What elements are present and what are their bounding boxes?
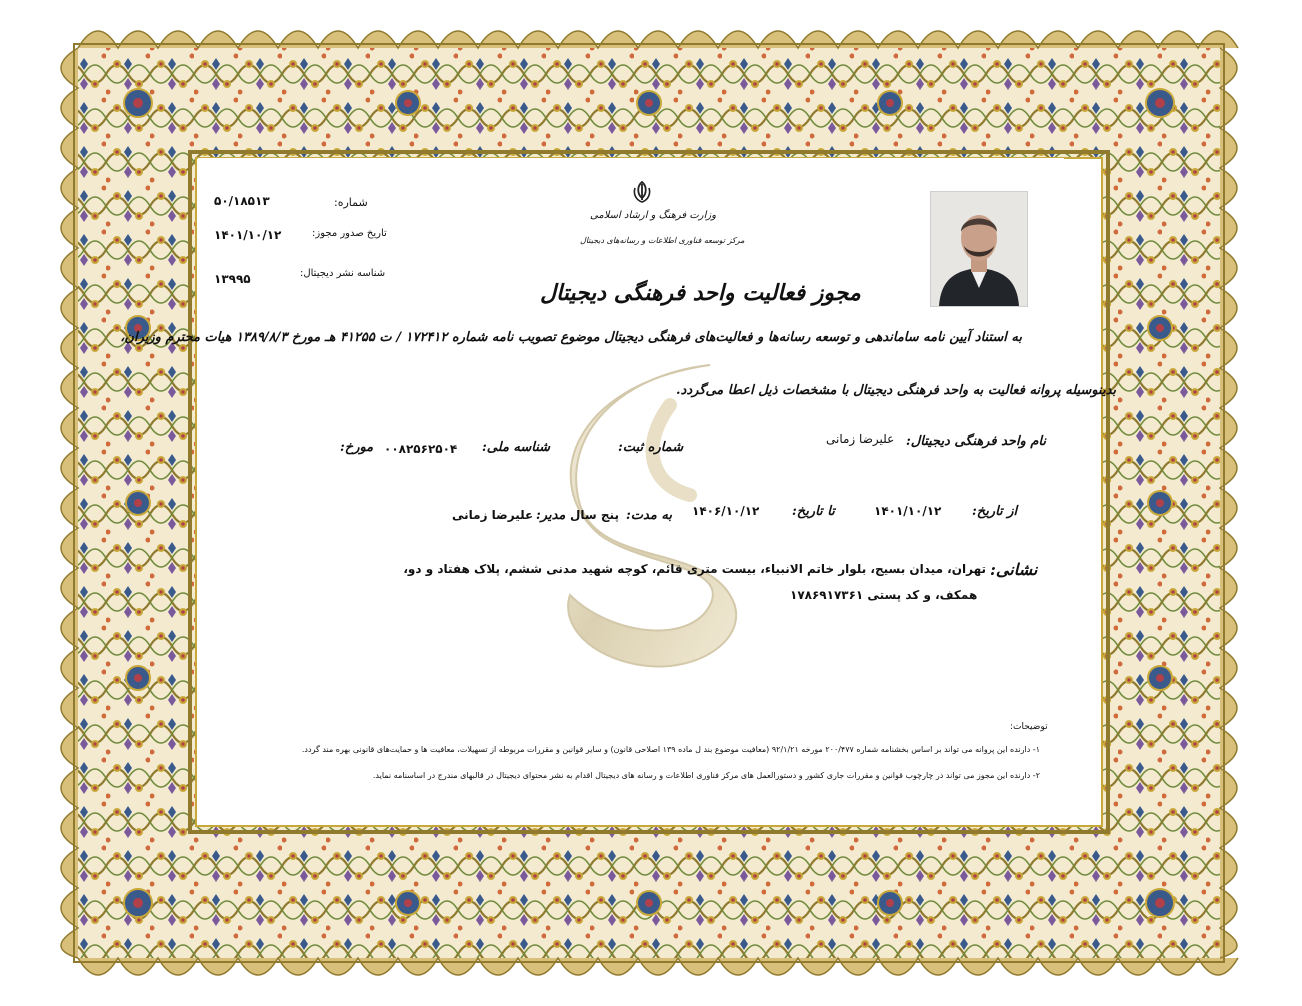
- certificate-title: مجوز فعالیت واحد فرهنگی دیجیتال: [540, 280, 861, 306]
- manager-value: علیرضا زمانی: [452, 508, 534, 522]
- from-date-value: ۱۴۰۱/۱۰/۱۲: [874, 504, 942, 518]
- from-date-label: از تاریخ:: [972, 504, 1018, 519]
- issue-date-label: تاریخ صدور مجوز:: [312, 228, 387, 239]
- to-date-label: تا تاریخ:: [792, 504, 835, 519]
- address-line1: تهران، میدان بسیج، بلوار خاتم الانبیاء، بیست متری قائم، کوچه شهید مدنی ششم، پلاک هفتاد و دو،: [403, 562, 986, 576]
- national-id-value: ۰۰۸۲۵۶۲۵۰۴: [384, 442, 458, 456]
- emblem-icon: [631, 180, 653, 204]
- number-value: ۵۰/۱۸۵۱۳: [214, 194, 270, 208]
- reg-number-label: شماره ثبت:: [618, 440, 684, 455]
- preamble-line1: به استناد آیین نامه ساماندهی و توسعه رسانه‌ها و فعالیت‌های فرهنگی دیجیتال موضوع تصویب نامه شماره ۱۷۲۴۱۲ / ت ۴۱۲۵۵ هـ مورخ ۱۳۸۹/۸/۳ هیات محترم وزیران،: [120, 330, 1022, 345]
- preamble-line2: بدینوسیله پروانه فعالیت به واحد فرهنگی دیجیتال با مشخصات ذیل اعطا می‌گردد.: [676, 383, 1117, 398]
- national-id-label: شناسه ملی:: [482, 440, 551, 455]
- unit-name-label: نام واحد فرهنگی دیجیتال:: [906, 434, 1046, 449]
- duration-label: به مدت:: [626, 508, 672, 523]
- digital-id-label: شناسه نشر دیجیتال:: [300, 268, 386, 279]
- to-date-value: ۱۴۰۶/۱۰/۱۲: [692, 504, 760, 518]
- duration-value: پنج سال: [570, 508, 619, 522]
- address-line2: همکف، و کد پستی ۱۷۸۶۹۱۷۳۶۱: [790, 588, 978, 602]
- note-1: ۱- دارنده این پروانه می تواند بر اساس بخشنامه شماره ۲۰۰/۴۷۷ مورخه ۹۲/۱/۲۱ (معافیت موضوع بند ل ماده ۱۳۹ اصلاحی قانون) و سایر قوانین و مقررات مربوطه از تسهیلات، معافیت ها و حمایت‌های قانونی بهره مند گردد.: [301, 745, 1040, 754]
- notes-heading: توضیحات:: [1010, 722, 1048, 732]
- address-label: نشانی:: [990, 560, 1038, 579]
- ministry-line1: وزارت فرهنگ و ارشاد اسلامی: [590, 210, 717, 221]
- manager-label: مدیر:: [536, 508, 566, 523]
- note-2: ۲- دارنده این مجوز می تواند در چارچوب قوانین و مقررات جاری کشور و دستورالعمل های مرکز فناوری اطلاعات و رسانه های دیجیتال اقدام به نشر محتوای دیجیتال در قالبهای مندرج در اساسنامه نماید.: [372, 771, 1040, 780]
- issue-date-value: ۱۴۰۱/۱۰/۱۲: [214, 228, 282, 242]
- unit-name-value: علیرضا زمانی: [826, 432, 895, 446]
- number-label: شماره:: [334, 196, 368, 209]
- ministry-line2: مرکز توسعه فناوری اطلاعات و رسانه‌های دیجیتال: [580, 236, 745, 245]
- digital-id-value: ۱۳۹۹۵: [214, 272, 251, 286]
- holder-photo: [930, 191, 1028, 307]
- dated-label: مورخ:: [340, 440, 374, 455]
